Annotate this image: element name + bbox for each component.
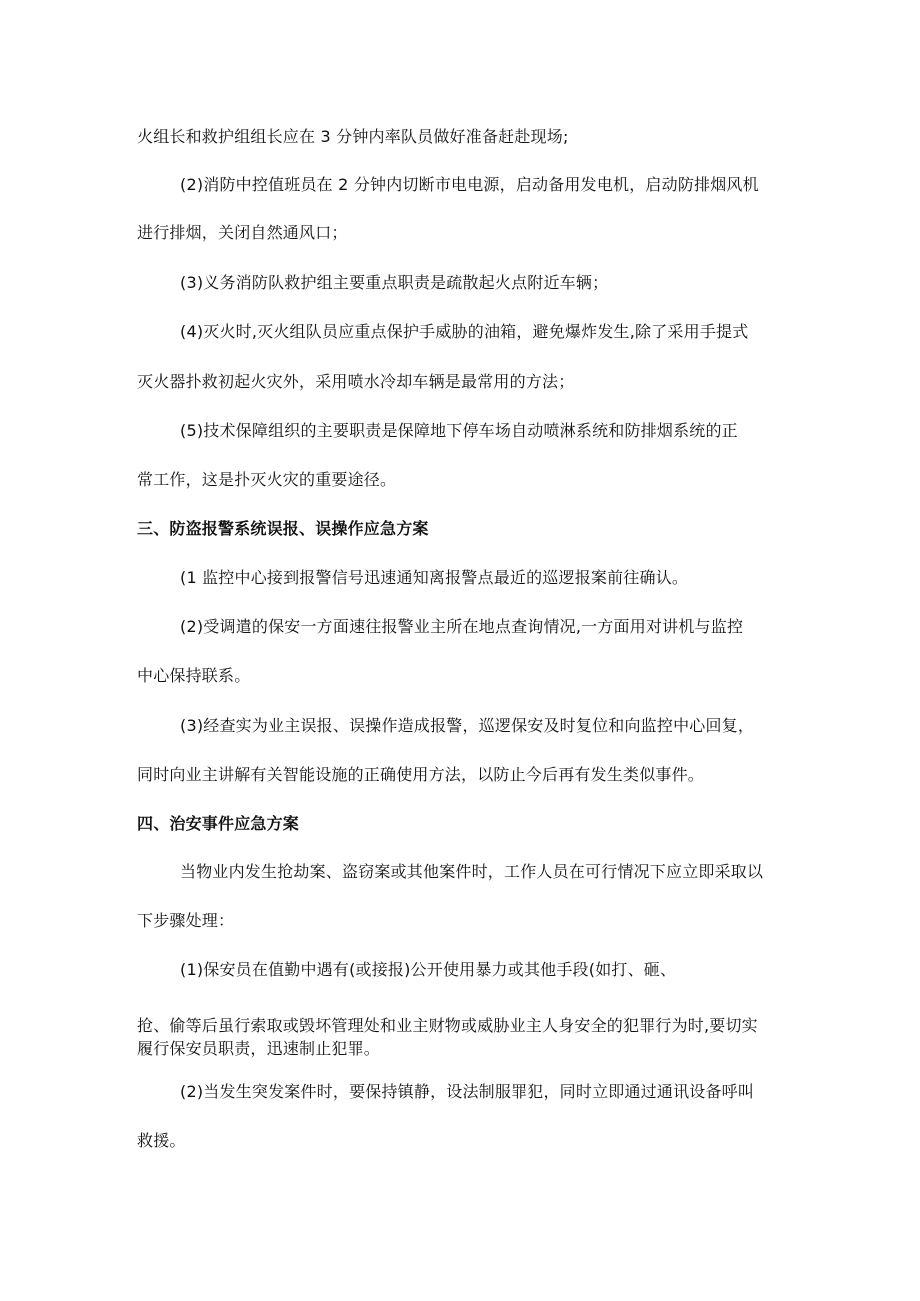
paragraph-line: (1)保安员在值勤中遇有(或接报)公开使用暴力或其他手段(如打、砸、 — [180, 960, 677, 979]
section-heading: 三、防盗报警系统误报、误操作应急方案 — [137, 519, 429, 538]
paragraph-line: 同时向业主讲解有关智能设施的正确使用方法，以防止今后再有发生类似事件。 — [137, 765, 705, 784]
paragraph-line: 抢、偷等后虽行索取或毁坏管理处和业主财物或威胁业主人身安全的犯罪行为时,要切实 — [137, 1016, 758, 1035]
paragraph-line: 当物业内发生抢劫案、盗窃案或其他案件时，工作人员在可行情况下应立即采取以 — [180, 862, 764, 881]
paragraph-line: 下步骤处理： — [137, 911, 235, 930]
paragraph-line: 常工作，这是扑灭火灾的重要途径。 — [137, 470, 397, 489]
section-heading: 四、治安事件应急方案 — [137, 814, 300, 833]
paragraph-line: (3)经查实为业主误报、误操作造成报警，巡逻保安及时复位和向监控中心回复， — [180, 716, 755, 735]
paragraph-line: (1 监控中心接到报警信号迅速通知离报警点最近的巡逻报案前往确认。 — [180, 568, 689, 587]
paragraph-line: 中心保持联系。 — [137, 666, 251, 685]
paragraph-line: (5)技术保障组织的主要职责是保障地下停车场自动喷淋系统和防排烟系统的正 — [180, 421, 738, 440]
paragraph-line: 进行排烟，关闭自然通风口； — [137, 223, 348, 242]
paragraph-line: (3)义务消防队救护组主要重点职责是疏散起火点附近车辆； — [180, 273, 609, 292]
paragraph-line: 灭火器扑救初起火灾外，采用喷水冷却车辆是最常用的方法； — [137, 372, 575, 391]
paragraph-line: 火组长和救护组组长应在 3 分钟内率队员做好准备赶赴现场; — [137, 127, 569, 146]
paragraph-line: 救援。 — [137, 1131, 186, 1150]
paragraph-line: (2)当发生突发案件时，要保持镇静，设法制服罪犯，同时立即通过通讯设备呼叫 — [180, 1082, 755, 1101]
paragraph-line: (2)消防中控值班员在 2 分钟内切断市电电源，启动备用发电机，启动防排烟风机 — [180, 175, 759, 194]
paragraph-line: 履行保安员职责，迅速制止犯罪。 — [137, 1039, 381, 1058]
paragraph-line: (2)受调遣的保安一方面速往报警业主所在地点查询情况,一方面用对讲机与监控 — [180, 617, 744, 636]
paragraph-line: (4)灭火时,灭火组队员应重点保护手威胁的油箱，避免爆炸发生,除了采用手提式 — [180, 322, 749, 341]
